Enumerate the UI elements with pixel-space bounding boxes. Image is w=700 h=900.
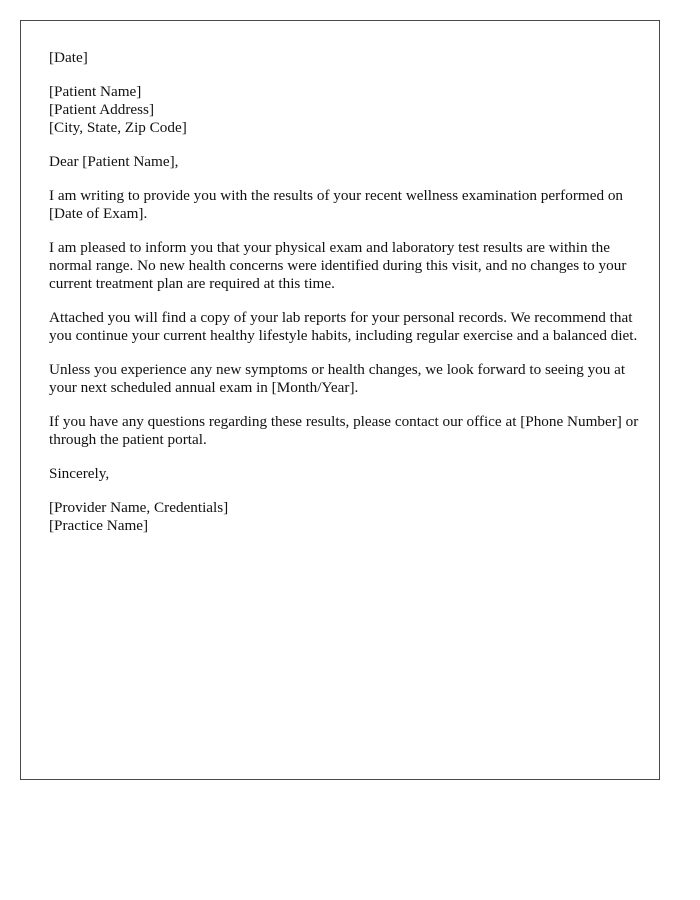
- body-paragraph-contact: If you have any questions regarding these results, please contact our office at [Phone Number] or through the patient portal.: [49, 413, 639, 448]
- signature-block: [49, 499, 639, 535]
- salutation-block: [49, 153, 639, 171]
- salutation: Dear [Patient Name],: [49, 153, 179, 170]
- letter-page: [20, 20, 660, 780]
- closing: Sincerely,: [49, 465, 110, 482]
- letter-content: [49, 49, 639, 551]
- body-paragraph-lab-reports: Attached you will find a copy of your lab reports for your personal records. We recommend that you continue your current healthy lifestyle habits, including regular exercise and a balanced diet.: [49, 309, 638, 344]
- closing-block: [49, 465, 639, 483]
- recipient-city-state-zip: [City, State, Zip Code]: [49, 119, 187, 136]
- body-paragraph-next-exam: Unless you experience any new symptoms or health changes, we look forward to seeing you at your next scheduled annual exam in [Month/Year].: [49, 361, 626, 396]
- recipient-address: [49, 83, 639, 137]
- recipient-name: [Patient Name]: [49, 83, 142, 100]
- letter-date: [Date]: [49, 49, 88, 66]
- practice-name: [Practice Name]: [49, 517, 149, 534]
- recipient-street-address: [Patient Address]: [49, 101, 155, 118]
- letter-date-block: [49, 49, 639, 67]
- provider-name: [Provider Name, Credentials]: [49, 499, 229, 516]
- body-paragraph-results-intro: I am writing to provide you with the results of your recent wellness examination performed on [Date of Exam].: [49, 187, 624, 222]
- body-paragraph-normal-results: I am pleased to inform you that your physical exam and laboratory test results are within the normal range. No new health concerns were identified during this visit, and no changes to your current treatment plan are required at this time.: [49, 239, 627, 292]
